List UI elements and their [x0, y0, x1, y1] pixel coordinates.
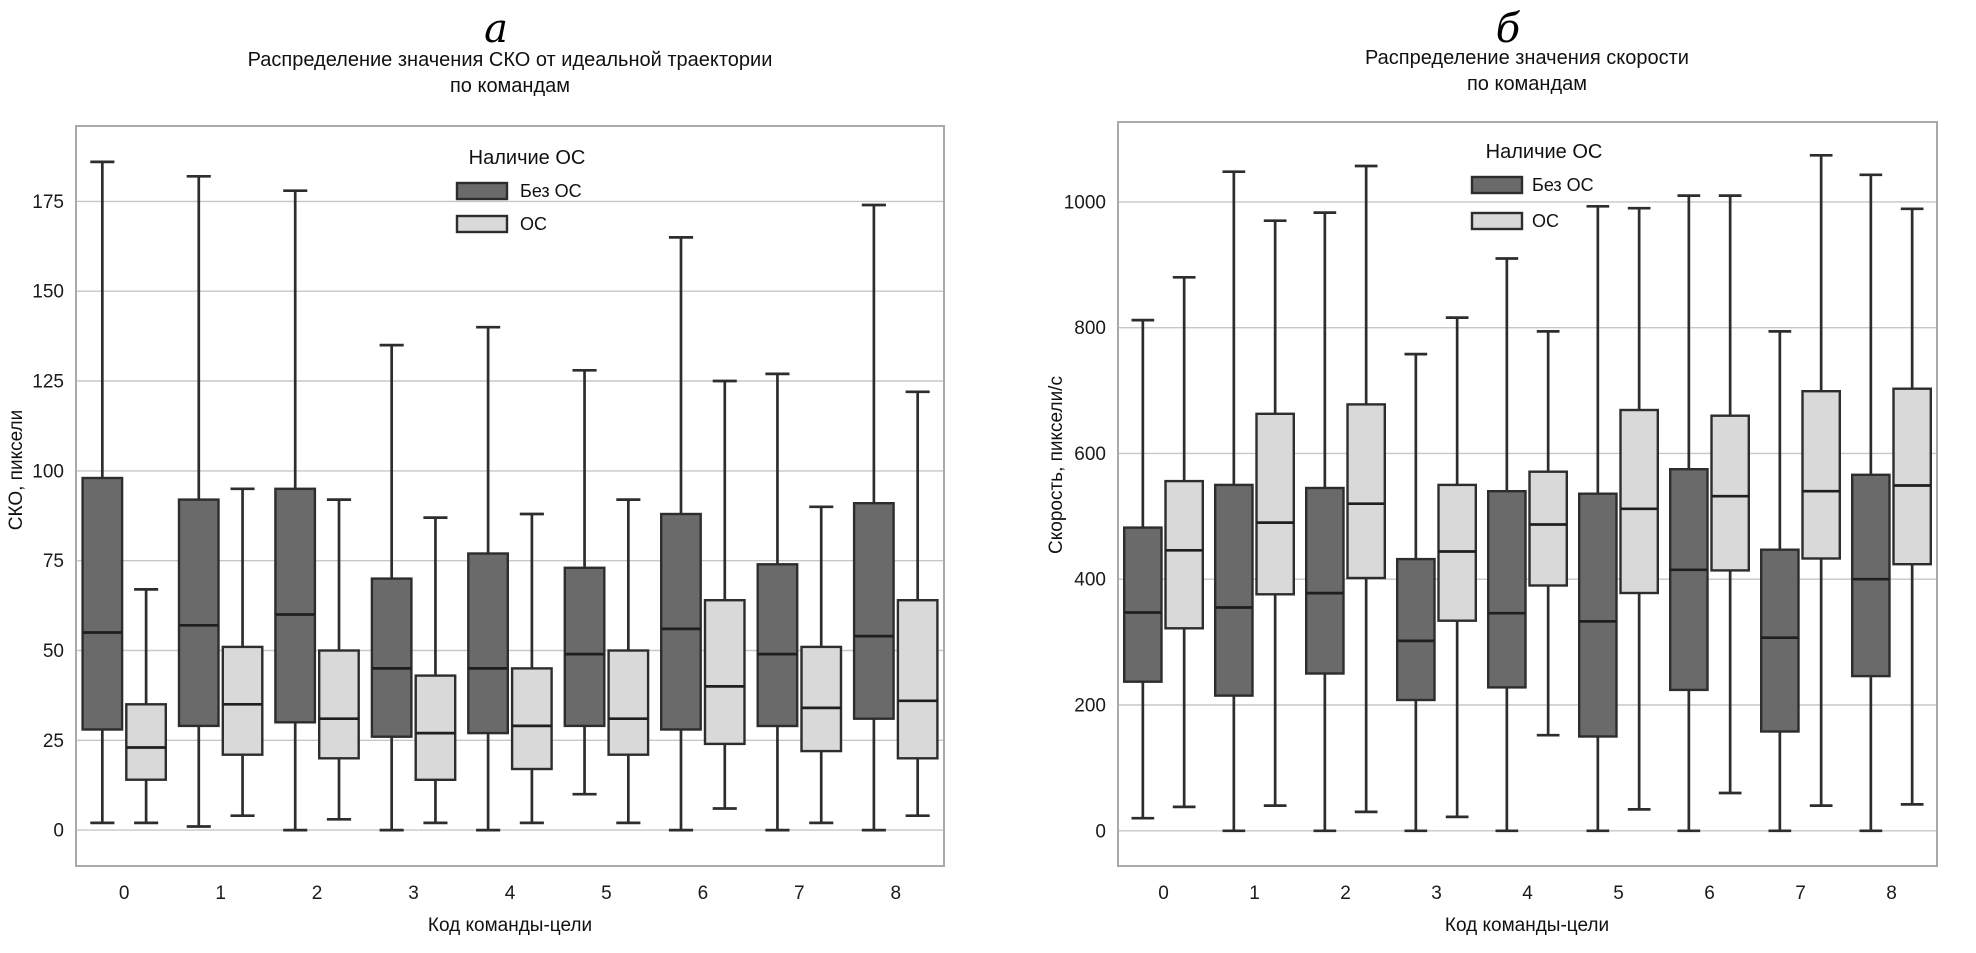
- legend: [457, 147, 585, 234]
- boxplot-team-6-bez-os: [1670, 196, 1707, 831]
- x-tick-label: 2: [1340, 883, 1351, 904]
- boxplot-team-4-bez-os: [468, 327, 508, 830]
- y-tick-label: 0: [53, 820, 64, 842]
- chart-sko: [6, 6, 944, 936]
- iqr-box: [1852, 475, 1889, 676]
- boxplot-team-6-os: [705, 381, 745, 809]
- iqr-box: [416, 676, 456, 780]
- y-tick-label: 600: [1074, 443, 1106, 465]
- boxplot-team-7-os: [802, 507, 842, 823]
- y-tick-label: 0: [1095, 821, 1106, 843]
- iqr-box: [854, 503, 894, 719]
- legend-label: Без ОС: [520, 181, 582, 201]
- x-tick-label: 0: [1158, 883, 1169, 904]
- boxplot-team-3-bez-os: [1397, 354, 1434, 831]
- boxplot-team-0-os: [1166, 277, 1203, 807]
- y-tick-label: 75: [42, 551, 64, 573]
- iqr-box: [1166, 481, 1203, 628]
- legend-swatch-os: [1472, 213, 1522, 229]
- panel-label: a: [484, 6, 508, 52]
- x-tick-label: 7: [794, 883, 805, 904]
- y-tick-label: 1000: [1063, 192, 1106, 214]
- boxplot-team-4-bez-os: [1488, 259, 1525, 831]
- x-tick-label: 3: [408, 883, 419, 904]
- y-tick-label: 200: [1074, 695, 1106, 717]
- legend-title: Наличие ОС: [1485, 141, 1603, 163]
- legend-swatch-bez-os: [457, 183, 507, 199]
- x-axis-label: Код команды-цели: [427, 915, 593, 936]
- x-axis-label: Код команды-цели: [1444, 915, 1610, 936]
- boxplot-team-2-bez-os: [275, 191, 315, 830]
- boxplot-team-8-os: [898, 392, 938, 816]
- x-tick-label: 5: [1613, 883, 1624, 904]
- boxplot-team-7-bez-os: [758, 374, 798, 830]
- boxplot-team-0-bez-os: [83, 162, 123, 823]
- boxplot-team-7-os: [1803, 155, 1840, 805]
- legend-title: Наличие ОС: [468, 147, 586, 169]
- legend-swatch-os: [457, 216, 507, 232]
- boxplot-team-3-os: [1439, 318, 1476, 817]
- iqr-box: [1215, 485, 1252, 696]
- boxplot-team-6-bez-os: [661, 237, 701, 830]
- iqr-box: [565, 568, 605, 726]
- boxplot-team-5-os: [1621, 208, 1658, 809]
- iqr-box: [179, 500, 219, 726]
- chart-title-line1: Распределение значения СКО от идеальной траектории: [247, 49, 773, 71]
- boxplot-team-0-bez-os: [1124, 320, 1161, 818]
- boxplot-team-3-os: [416, 518, 456, 823]
- iqr-box: [1530, 472, 1567, 586]
- legend-label: ОС: [520, 214, 547, 234]
- plot-frame: [76, 126, 944, 866]
- boxplot-team-5-bez-os: [565, 370, 605, 794]
- iqr-box: [661, 514, 701, 730]
- iqr-box: [372, 579, 412, 737]
- iqr-box: [83, 478, 123, 730]
- iqr-box: [1257, 414, 1294, 595]
- panel-label: б: [1495, 6, 1521, 52]
- iqr-box: [1579, 494, 1616, 737]
- boxplot-team-8-os: [1894, 209, 1931, 805]
- y-tick-label: 25: [42, 730, 64, 752]
- iqr-box: [468, 554, 508, 734]
- iqr-box: [1712, 416, 1749, 571]
- chart-title-line2: по командам: [1466, 73, 1588, 95]
- iqr-box: [1397, 559, 1434, 700]
- iqr-box: [223, 647, 262, 755]
- boxplot-team-4-os: [1530, 331, 1567, 735]
- iqr-box: [1803, 391, 1840, 558]
- iqr-box: [126, 704, 166, 779]
- y-tick-label: 125: [32, 371, 64, 393]
- boxplot-team-8-bez-os: [1852, 175, 1889, 831]
- y-axis-label: Скорость, пиксели/с: [1046, 376, 1067, 554]
- iqr-box: [802, 647, 842, 751]
- boxplot-team-5-os: [609, 500, 649, 823]
- chart-title-line2: по командам: [449, 75, 571, 97]
- iqr-box: [319, 651, 359, 759]
- y-tick-label: 150: [32, 281, 64, 303]
- legend-label: ОС: [1532, 211, 1559, 231]
- series-bez-os: [83, 162, 894, 830]
- x-tick-label: 4: [504, 883, 516, 904]
- iqr-box: [1670, 469, 1707, 690]
- boxplot-team-2-os: [1348, 166, 1385, 812]
- series-os: [1166, 155, 1931, 817]
- x-tick-label: 2: [311, 883, 323, 904]
- legend-swatch-bez-os: [1472, 177, 1522, 193]
- x-tick-label: 1: [1249, 883, 1260, 904]
- y-tick-label: 800: [1074, 318, 1106, 340]
- iqr-box: [512, 668, 552, 769]
- y-tick-label: 400: [1074, 569, 1106, 591]
- boxplot-team-6-os: [1712, 196, 1749, 793]
- x-tick-label: 8: [1886, 883, 1897, 904]
- iqr-box: [1761, 550, 1798, 732]
- series-bez-os: [1124, 172, 1889, 831]
- boxplot-team-7-bez-os: [1761, 331, 1798, 830]
- x-tick-label: 0: [118, 883, 130, 904]
- iqr-box: [609, 651, 649, 755]
- iqr-box: [1124, 528, 1161, 682]
- y-tick-label: 175: [32, 191, 64, 213]
- iqr-box: [1348, 404, 1385, 578]
- y-tick-label: 100: [32, 461, 64, 483]
- boxplot-team-3-bez-os: [372, 345, 412, 830]
- iqr-box: [705, 600, 745, 744]
- x-tick-label: 7: [1795, 883, 1806, 904]
- x-tick-label: 4: [1522, 883, 1533, 904]
- boxplot-team-0-os: [126, 589, 166, 823]
- series-os: [126, 381, 937, 823]
- boxplot-team-1-os: [1257, 221, 1294, 806]
- x-tick-label: 1: [215, 883, 226, 904]
- boxplot-team-2-bez-os: [1306, 213, 1343, 831]
- iqr-box: [1621, 410, 1658, 593]
- iqr-box: [275, 489, 315, 723]
- y-tick-label: 50: [42, 641, 64, 662]
- boxplot-team-1-bez-os: [1215, 172, 1252, 831]
- chart-speed: [1046, 6, 1937, 936]
- boxplot-team-1-os: [223, 489, 262, 816]
- boxplot-team-8-bez-os: [854, 205, 894, 830]
- chart-title-line1: Распределение значения скорости: [1365, 47, 1689, 69]
- iqr-box: [1306, 488, 1343, 674]
- legend-label: Без ОС: [1532, 175, 1594, 195]
- iqr-box: [1894, 389, 1931, 565]
- legend: [1472, 141, 1602, 231]
- iqr-box: [1488, 491, 1525, 687]
- x-tick-label: 6: [697, 883, 709, 904]
- boxplot-team-1-bez-os: [179, 176, 219, 826]
- x-tick-label: 3: [1431, 883, 1442, 904]
- boxplot-team-5-bez-os: [1579, 206, 1616, 831]
- x-tick-label: 5: [601, 883, 612, 904]
- y-axis-label: СКО, пиксели: [6, 409, 27, 531]
- x-tick-label: 6: [1704, 883, 1715, 904]
- x-tick-label: 8: [890, 883, 902, 904]
- iqr-box: [758, 564, 798, 726]
- boxplot-team-2-os: [319, 500, 359, 820]
- iqr-box: [898, 600, 938, 758]
